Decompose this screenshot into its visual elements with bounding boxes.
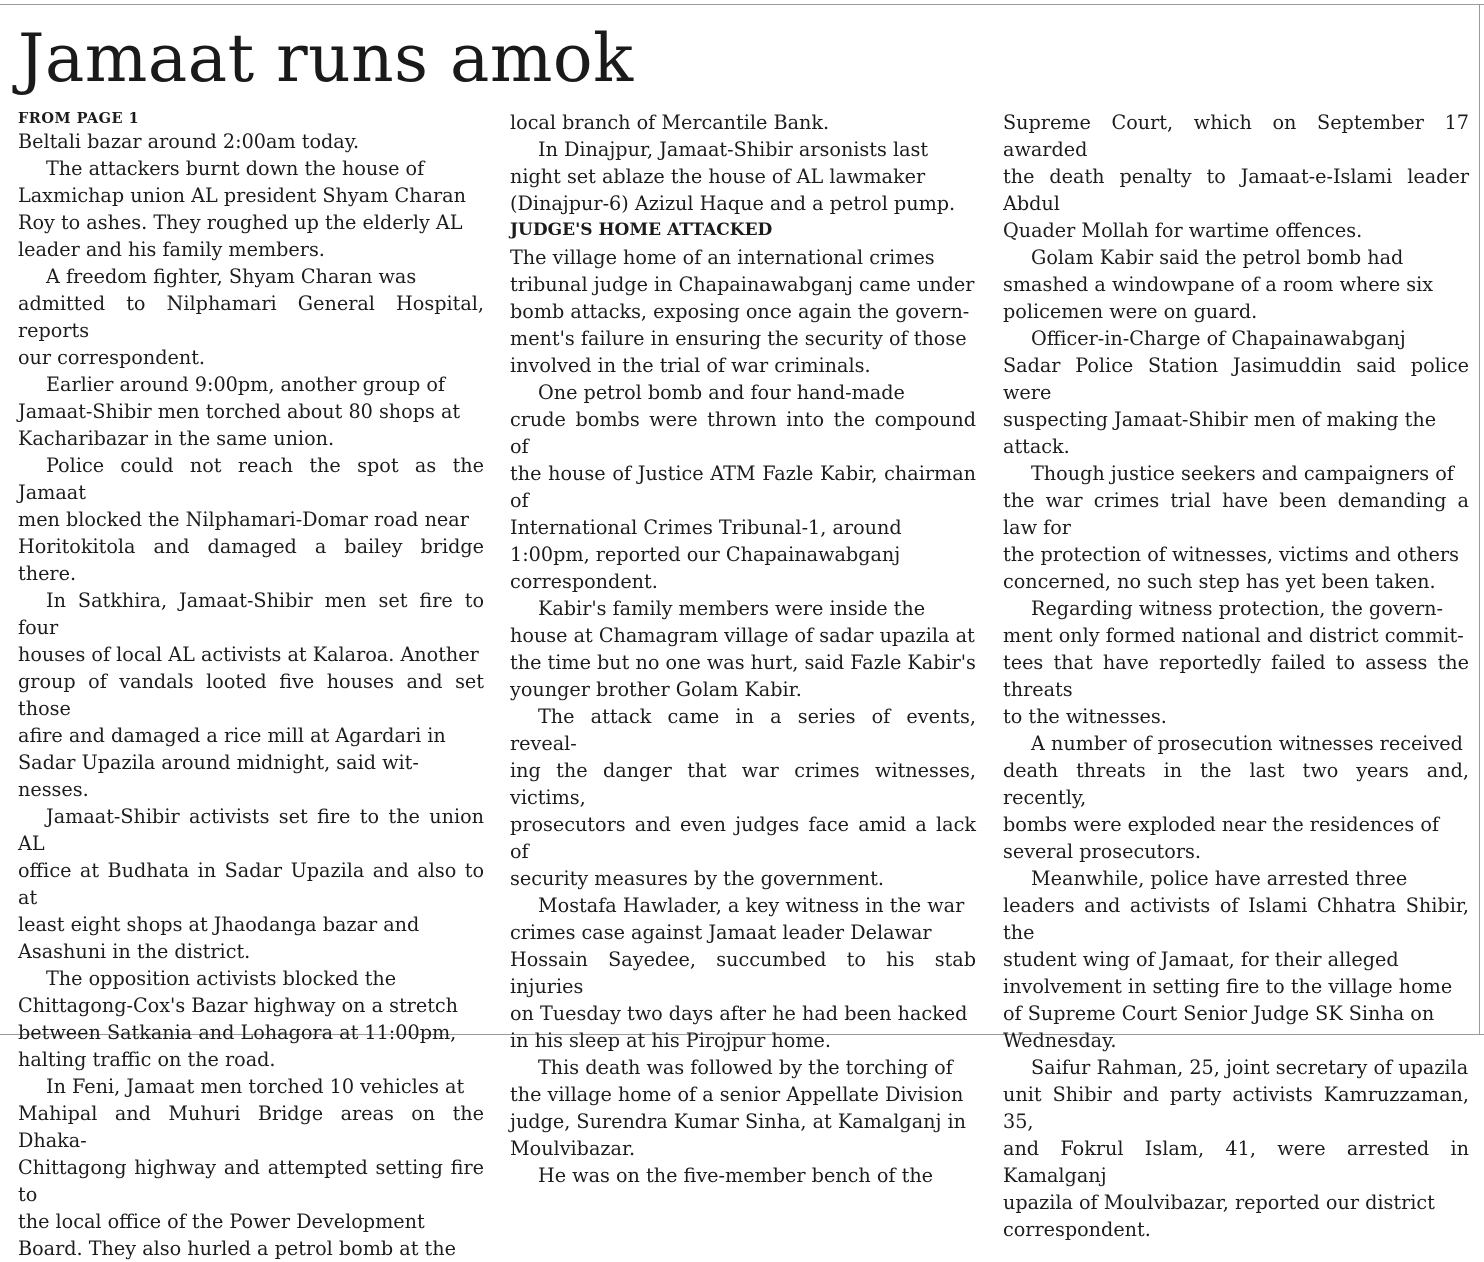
right-rule — [1479, 4, 1480, 1035]
paragraph: Supreme Court, which on September 17 awarded the death penalty to Jamaat-e-Islami leader Abdul Quader Mollah for wartime offences. — [1003, 111, 1469, 242]
paragraph: Regarding witness protection, the govern- ment only formed national and district commit- tees that have reportedly failed to assess the threats to the witnesses. — [1003, 597, 1469, 728]
paragraph: In Satkhira, Jamaat-Shibir men set fire to four houses of local AL activists at Kalaroa. Another group of vandals looted five houses and set those afire and damaged a rice mill at Agardari in Sadar Upazila around midnight, said wit- nesses. — [18, 589, 484, 801]
paragraph: Saifur Rahman, 25, joint secretary of upazila unit Shibir and party activists Kamruzzaman, 35, and Fokrul Islam, 41, were arrested in Kamalganj upazila of Moulvibazar, reported our district correspondent. — [1003, 1056, 1469, 1241]
paragraph: Golam Kabir said the petrol bomb had smashed a windowpane of a room where six policemen were on guard. — [1003, 246, 1434, 323]
paragraph: A freedom fighter, Shyam Charan was admitted to Nilphamari General Hospital, reports our correspondent. — [18, 265, 484, 369]
paragraph: He was on the five-member bench of the — [538, 1164, 934, 1187]
paragraph: In Dinajpur, Jamaat-Shibir arsonists last night set ablaze the house of AL lawmaker (Dinajpur-6) Azizul Haque and a petrol pump. — [510, 138, 956, 215]
paragraph: Officer-in-Charge of Chapainawabganj Sadar Police Station Jasimuddin said police were suspecting Jamaat-Shibir men of making the attack. — [1003, 327, 1469, 458]
paragraph: Meanwhile, police have arrested three leaders and activists of Islami Chhatra Shibir, the student wing of Jamaat, for their alleged involvement in setting fire to the village home of Supreme Court Senior Judge SK Sinha on Wednesday. — [1003, 867, 1469, 1052]
paragraph: The opposition activists blocked the Chittagong-Cox's Bazar highway on a stretch between Satkania and Lohagora at 11:00pm, halting traffic on the road. — [18, 967, 459, 1071]
paragraph: In Feni, Jamaat men torched 10 vehicles at Mahipal and Muhuri Bridge areas on the Dhaka- Chittagong highway and attempted setting fire to the local office of the Power Development Board. They also hurled a petrol bomb at the — [18, 1075, 484, 1260]
paragraph: Though justice seekers and campaigners of the war crimes trial have been demanding a law for the protection of witnesses, victims and others concerned, no such step has yet been taken. — [1003, 462, 1469, 593]
paragraph: Police could not reach the spot as the Jamaat men blocked the Nilphamari-Domar road near Horitokitola and damaged a bailey bridge there. — [18, 454, 484, 585]
paragraph: One petrol bomb and four hand-made crude bombs were thrown into the compound of the house of Justice ATM Fazle Kabir, chairman of International Crimes Tribunal-1, around 1:00pm, reported our Chapainawabganj correspondent. — [510, 381, 976, 593]
dateline: FROM PAGE 1 — [18, 110, 140, 127]
paragraph: A number of prosecution witnesses received death threats in the last two years and, recently, bombs were exploded near the residences of several prosecutors. — [1003, 732, 1469, 863]
paragraph: The attackers burnt down the house of Laxmichap union AL president Shyam Charan Roy to ashes. They roughed up the elderly AL leader and his family members. — [18, 157, 466, 261]
paragraph: local branch of Mercantile Bank. — [510, 111, 830, 134]
column-3 — [1003, 109, 1469, 1243]
paragraph: Earlier around 9:00pm, another group of Jamaat-Shibir men torched about 80 shops at Kacharibazar in the same union. — [18, 373, 461, 450]
paragraph: Mostafa Hawlader, a key witness in the war crimes case against Jamaat leader Delawar Hossain Sayedee, succumbed to his stab injuries on Tuesday two days after he had been hacked in his sleep at his Pirojpur home. — [510, 894, 976, 1052]
top-rule — [0, 4, 1484, 5]
subheading: JUDGE'S HOME ATTACKED — [510, 220, 773, 240]
paragraph: This death was followed by the torching of the village home of a senior Appellate Division judge, Surendra Kumar Sinha, at Kamalganj in Moulvibazar. — [510, 1056, 967, 1160]
column-1 — [18, 109, 484, 1262]
paragraph: The attack came in a series of events, reveal- ing the danger that war crimes witnesses, victims, prosecutors and even judges face amid a lack of security measures by the government. — [510, 705, 976, 890]
column-2 — [510, 109, 976, 1189]
headline: Jamaat runs amok — [18, 20, 634, 97]
paragraph: The village home of an international crimes tribunal judge in Chapainawabganj came under bomb attacks, exposing once again the govern- ment's failure in ensuring the security of those involved in the trial of war criminals. — [510, 246, 975, 377]
paragraph: Kabir's family members were inside the house at Chamagram village of sadar upazila at the time but no one was hurt, said Fazle Kabir's younger brother Golam Kabir. — [510, 597, 976, 701]
paragraph: Beltali bazar around 2:00am today. — [18, 130, 360, 153]
paragraph: Jamaat-Shibir activists set fire to the union AL office at Budhata in Sadar Upazila and also to at least eight shops at Jhaodanga bazar and Asashuni in the district. — [18, 805, 484, 963]
